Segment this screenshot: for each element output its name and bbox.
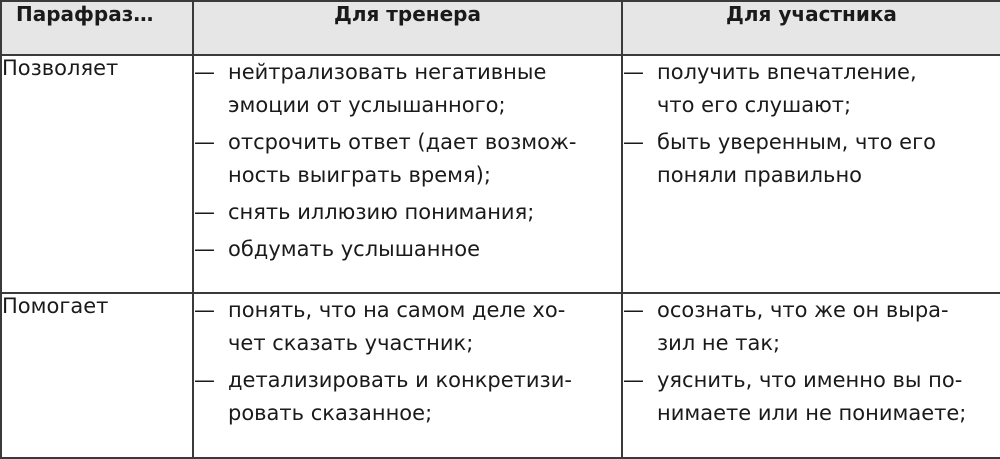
- dash-bullet: —: [623, 60, 644, 84]
- table-row: [1, 293, 1000, 458]
- dash-bullet: —: [194, 60, 215, 84]
- list-item: — понять, что на самом деле хо- чет сказать участник;: [194, 294, 621, 360]
- list-item: — снять иллюзию понимания;: [194, 196, 621, 229]
- trainer-cell: [193, 293, 622, 458]
- dash-bullet: —: [194, 368, 215, 392]
- row-label-allows: Позволяет: [1, 55, 193, 293]
- list-item: — уяснить, что именно вы по- нимаете или не понимаете;: [623, 364, 1000, 430]
- participant-cell: [622, 293, 1000, 458]
- list-item: — нейтрализовать негативные эмоции от услышанного;: [194, 56, 621, 122]
- list-item: — отсрочить ответ (дает возмож- ность выиграть время);: [194, 126, 621, 192]
- dash-bullet: —: [194, 130, 215, 154]
- list-item: — быть уверенным, что его поняли правильно: [623, 126, 1000, 192]
- dash-bullet: —: [623, 298, 644, 322]
- row-label-helps: Помогает: [1, 293, 193, 458]
- list-item: — детализировать и конкретизи- ровать сказанное;: [194, 364, 621, 430]
- participant-cell: [622, 55, 1000, 293]
- dash-bullet: —: [623, 130, 644, 154]
- dash-bullet: —: [194, 200, 215, 224]
- header-paraphrase: Парафраз…: [1, 1, 193, 55]
- header-for-trainer: Для тренера: [193, 1, 622, 55]
- header-row: [1, 1, 1000, 55]
- dash-bullet: —: [194, 237, 215, 261]
- trainer-cell: [193, 55, 622, 293]
- dash-bullet: —: [623, 368, 644, 392]
- list-item: — получить впечатление, что его слушают;: [623, 56, 1000, 122]
- header-for-participant: Для участника: [622, 1, 1000, 55]
- dash-bullet: —: [194, 298, 215, 322]
- list-item: — осознать, что же он выра- зил не так;: [623, 294, 1000, 360]
- list-item: — обдумать услышанное: [194, 233, 621, 266]
- table-row: [1, 55, 1000, 293]
